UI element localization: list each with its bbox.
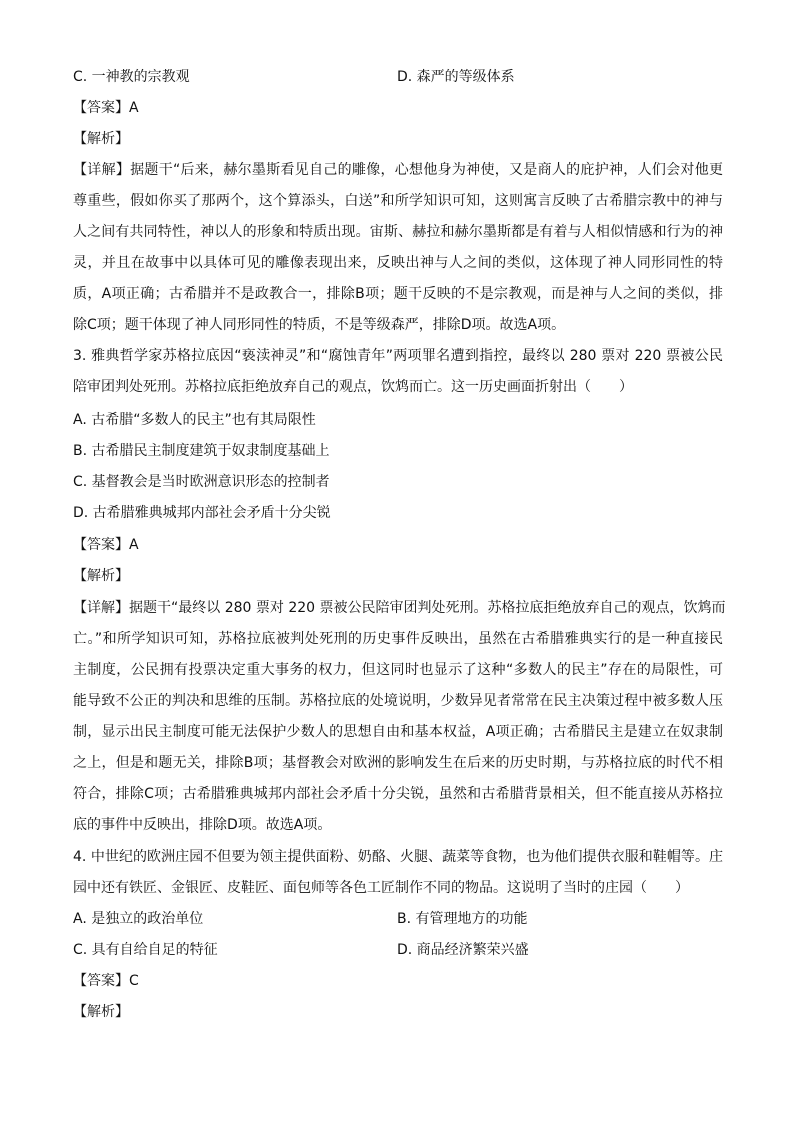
q2-detail-line: 【详解】据题干“后来，赫尔墨斯看见自己的雕像，心想他身为神使，又是商人的庇护神，人们会对他更	[73, 162, 723, 178]
q4-stem-line: 园中还有铁匠、金银匠、皮鞋匠、面包师等各色工匠制作不同的物品。这说明了当时的庄园（ ）	[73, 880, 689, 896]
q2-analysis-label: 【解析】	[73, 131, 129, 147]
q3-option-c: C. 基督教会是当时欧洲意识形态的控制者	[73, 474, 330, 490]
q3-stem-line: 3. 雅典哲学家苏格拉底因“亵渎神灵”和“腐蚀青年”两项罪名遭到指控，最终以 280 票对 220 票被公民	[73, 348, 723, 364]
q3-detail-line: 之上，但是和题无关，排除B项；基督教会对欧洲的影响发生在后来的历史时期，与苏格拉底的时代不相	[73, 755, 723, 771]
q3-detail-line: 主制度，公民拥有投票决定重大事务的权力，但这同时也显示了这种“多数人的民主”存在的局限性，可	[73, 662, 723, 678]
q3-option-d: D. 古希腊雅典城邦内部社会矛盾十分尖锐	[73, 505, 331, 521]
q2-detail-line: 灵，并且在故事中以具体可见的雕像表现出来，反映出神与人之间的类似，这体现了神人同形同性的特	[73, 255, 723, 271]
q3-detail-line: 底的事件中反映出，排除D项。故选A项。	[73, 817, 332, 833]
q3-detail-line: 亡。”和所学知识可知，苏格拉底被判处死刑的历史事件反映出，虽然在古希腊雅典实行的是一种直接民	[73, 631, 723, 647]
q3-detail-line: 能导致不公正的判决和思维的压制。苏格拉底的处境说明，少数异见者常常在民主决策过程中被多数人压	[73, 693, 723, 709]
q2-option-d: D. 森严的等级体系	[397, 69, 515, 85]
q3-detail-line: 【详解】据题干“最终以 280 票对 220 票被公民陪审团判处死刑。苏格拉底拒绝放弃自己的观点，饮鸩而	[73, 600, 726, 616]
q4-option-a: A. 是独立的政治单位	[73, 911, 204, 927]
q4-stem-line: 4. 中世纪的欧洲庄园不但要为领主提供面粉、奶酪、火腿、蔬菜等食物，也为他们提供衣服和鞋帽等。庄	[73, 849, 723, 865]
q4-option-b: B. 有管理地方的功能	[397, 911, 528, 927]
q3-answer: 【答案】A	[73, 537, 139, 553]
q3-analysis-label: 【解析】	[73, 568, 129, 584]
q2-answer: 【答案】A	[73, 100, 139, 116]
q4-option-c: C. 具有自给自足的特征	[73, 942, 218, 958]
q2-detail-line: 质，A项正确；古希腊并不是政教合一，排除B项；题干反映的不是宗教观，而是神与人之间的类似，排	[73, 286, 723, 302]
q2-detail	[73, 160, 723, 346]
q3-detail-line: 制，显示出民主制度可能无法保护少数人的思想自由和基本权益，A项正确；古希腊民主是建立在奴隶制	[73, 724, 723, 740]
q4-stem	[73, 847, 723, 909]
q2-option-c: C. 一神教的宗教观	[73, 69, 190, 85]
q3-detail	[73, 598, 726, 846]
q3-stem	[73, 346, 723, 408]
q4-answer: 【答案】C	[73, 973, 139, 989]
q2-detail-line: 除C项；题干体现了神人同形同性的特质，不是等级森严，排除D项。故选A项。	[73, 317, 566, 333]
q4-analysis-label: 【解析】	[73, 1004, 129, 1020]
q3-detail-line: 符合，排除C项；古希腊雅典城邦内部社会矛盾十分尖锐，虽然和古希腊背景相关，但不能直接从苏格拉	[73, 786, 723, 802]
q3-option-a: A. 古希腊“多数人的民主”也有其局限性	[73, 412, 316, 428]
q3-stem-line: 陪审团判处死刑。苏格拉底拒绝放弃自己的观点，饮鸩而亡。这一历史画面折射出（ ）	[73, 379, 633, 395]
q4-option-d: D. 商品经济繁荣兴盛	[397, 942, 529, 958]
q3-option-b: B. 古希腊民主制度建筑于奴隶制度基础上	[73, 443, 330, 459]
q2-detail-line: 尊重些，假如你买了那两个，这个算添头，白送”和所学知识可知，这则寓言反映了古希腊宗教中的神与	[73, 193, 723, 209]
q2-detail-line: 人之间有共同特性，神以人的形象和特质出现。宙斯、赫拉和赫尔墨斯都是有着与人相似情感和行为的神	[73, 224, 723, 240]
